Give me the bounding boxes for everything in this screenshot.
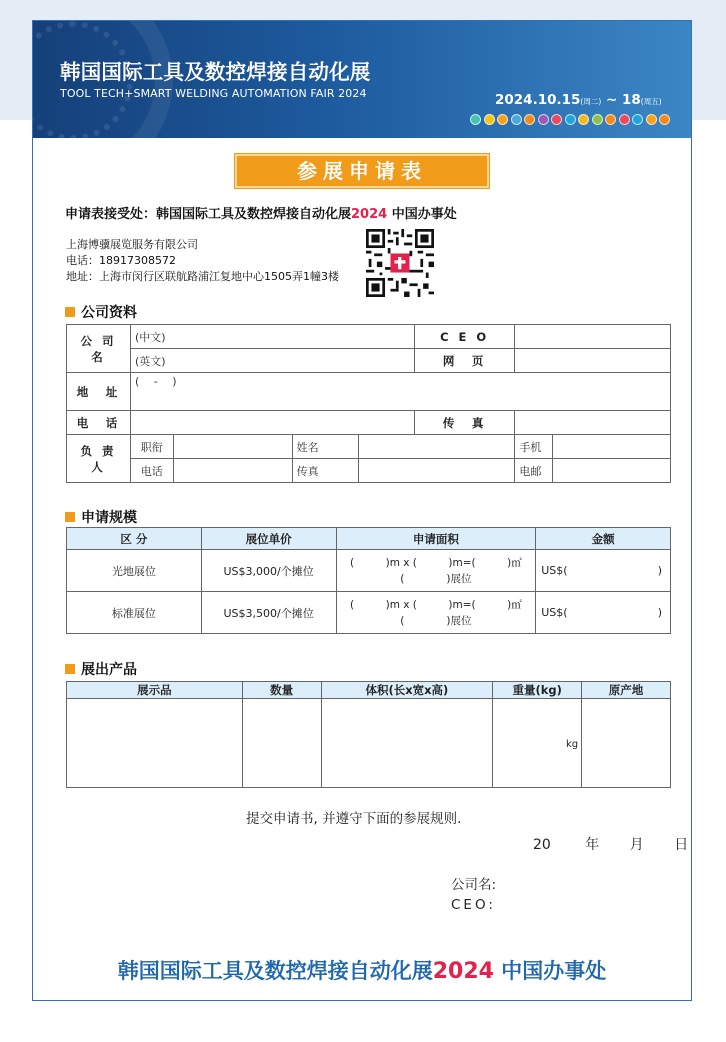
manager-name-field[interactable]	[359, 435, 515, 459]
weight-field[interactable]	[493, 699, 582, 788]
submit-statement: 提交申请书, 并遵守下面的参展规则.	[246, 811, 462, 827]
category-badge-icon	[551, 114, 562, 125]
products-table	[66, 681, 671, 788]
date-day-label: 日	[674, 837, 689, 853]
manager-mobile-field[interactable]	[552, 435, 670, 459]
product-field[interactable]	[67, 699, 243, 788]
booth-amount-field[interactable]: US$( )	[536, 592, 671, 634]
volume-field[interactable]	[321, 699, 493, 788]
phone-label: 电 话	[67, 411, 131, 435]
manager-name-label: 姓名	[292, 435, 359, 459]
company-name-chinese-field[interactable]: (中文)	[131, 325, 415, 349]
qr-code-icon	[366, 229, 434, 297]
manager-tel-field[interactable]	[173, 459, 292, 483]
section-marker-icon	[65, 664, 75, 674]
manager-fax-field[interactable]	[359, 459, 515, 483]
table-row	[67, 592, 671, 634]
website-field[interactable]	[515, 349, 671, 373]
col-category: 区 分	[67, 528, 202, 550]
contact-company: 上海博骥展览服务有限公司	[66, 238, 198, 251]
manager-tel-label: 电话	[131, 459, 174, 483]
category-badge-icon	[538, 114, 549, 125]
manager-fax-label: 传真	[292, 459, 359, 483]
date-year-label: 年	[585, 837, 600, 853]
booth-type: 标准展位	[67, 592, 202, 634]
company-name-label: 公 司 名	[67, 325, 131, 373]
website-label: 网 页	[414, 349, 514, 373]
booth-price: US$3,000/个摊位	[201, 550, 336, 592]
contact-phone: 电话：18917308572	[66, 254, 176, 267]
address-field[interactable]: ( - )	[131, 373, 671, 411]
table-row	[67, 550, 671, 592]
form-title-badge: 参展申请表	[235, 154, 489, 188]
footer-office-title: 韩国国际工具及数控焊接自动化展2024 中国办事处	[117, 959, 607, 984]
col-quantity: 数量	[242, 682, 321, 699]
fax-field[interactable]	[515, 411, 671, 435]
fair-subtitle: TOOL TECH+SMART WELDING AUTOMATION FAIR 2024	[60, 87, 367, 100]
weight-unit: kg	[565, 739, 579, 750]
contact-info	[66, 237, 339, 285]
date-month-label: 月	[629, 837, 644, 853]
manager-position-label: 职衔	[131, 435, 174, 459]
col-weight: 重量(kg)	[493, 682, 582, 699]
receiver-line: 申请表接受处：韩国国际工具及数控焊接自动化展2024 中国办事处	[65, 207, 457, 222]
section-products-title: 展出产品	[65, 659, 137, 679]
category-badge-icon	[511, 114, 522, 125]
application-form-sheet	[32, 20, 692, 1001]
col-product: 展示品	[67, 682, 243, 699]
category-badge-icon	[524, 114, 535, 125]
ceo-field[interactable]	[515, 325, 671, 349]
ceo-label: C E O	[414, 325, 514, 349]
manager-label: 负 责 人	[67, 435, 131, 483]
col-volume: 体积(长x宽x高)	[321, 682, 493, 699]
category-badge-icon	[659, 114, 670, 125]
section-scale-title: 申请规模	[65, 507, 137, 527]
fax-label: 传 真	[414, 411, 514, 435]
booth-amount-field[interactable]: US$( )	[536, 550, 671, 592]
booth-type: 光地展位	[67, 550, 202, 592]
category-badge-icon	[646, 114, 657, 125]
category-badge-icon	[470, 114, 481, 125]
date-year-prefix: 20	[533, 837, 551, 853]
phone-field[interactable]	[131, 411, 415, 435]
category-badge-icon	[605, 114, 616, 125]
manager-mobile-label: 手机	[515, 435, 552, 459]
company-name-english-field[interactable]: (英文)	[131, 349, 415, 373]
date-line	[533, 834, 688, 854]
category-badge-icon	[632, 114, 643, 125]
fair-header-banner	[33, 21, 691, 138]
booth-price: US$3,500/个摊位	[201, 592, 336, 634]
booth-area-field[interactable]: ( )m x ( )m=( )㎡ ( )展位	[336, 550, 536, 592]
category-badge-icon	[484, 114, 495, 125]
quantity-field[interactable]	[242, 699, 321, 788]
category-badge-icon	[592, 114, 603, 125]
col-origin: 原产地	[582, 682, 671, 699]
booth-area-field[interactable]: ( )m x ( )m=( )㎡ ( )展位	[336, 592, 536, 634]
manager-position-field[interactable]	[173, 435, 292, 459]
section-marker-icon	[65, 307, 75, 317]
company-info-table	[66, 324, 671, 483]
address-label: 地 址	[67, 373, 131, 411]
col-unit-price: 展位单价	[201, 528, 336, 550]
category-icons-row	[470, 114, 670, 125]
manager-email-label: 电邮	[515, 459, 552, 483]
booth-scale-table	[66, 527, 671, 634]
category-badge-icon	[578, 114, 589, 125]
contact-address: 地址：上海市闵行区联航路浦江复地中心1505弄1幢3楼	[66, 270, 339, 283]
signature-ceo-label: CEO:	[451, 897, 496, 913]
fair-dates: 2024.10.15(周二) ~ 18(周五)	[495, 92, 662, 108]
category-badge-icon	[565, 114, 576, 125]
fair-title: 韩国国际工具及数控焊接自动化展	[60, 60, 371, 84]
col-amount: 金额	[536, 528, 671, 550]
col-area: 申请面积	[336, 528, 536, 550]
table-row	[67, 699, 671, 788]
category-badge-icon	[497, 114, 508, 125]
category-badge-icon	[619, 114, 630, 125]
signature-company-label: 公司名:	[451, 877, 497, 893]
origin-field[interactable]	[582, 699, 671, 788]
manager-email-field[interactable]	[552, 459, 670, 483]
section-company-title: 公司资料	[65, 302, 137, 322]
section-marker-icon	[65, 512, 75, 522]
